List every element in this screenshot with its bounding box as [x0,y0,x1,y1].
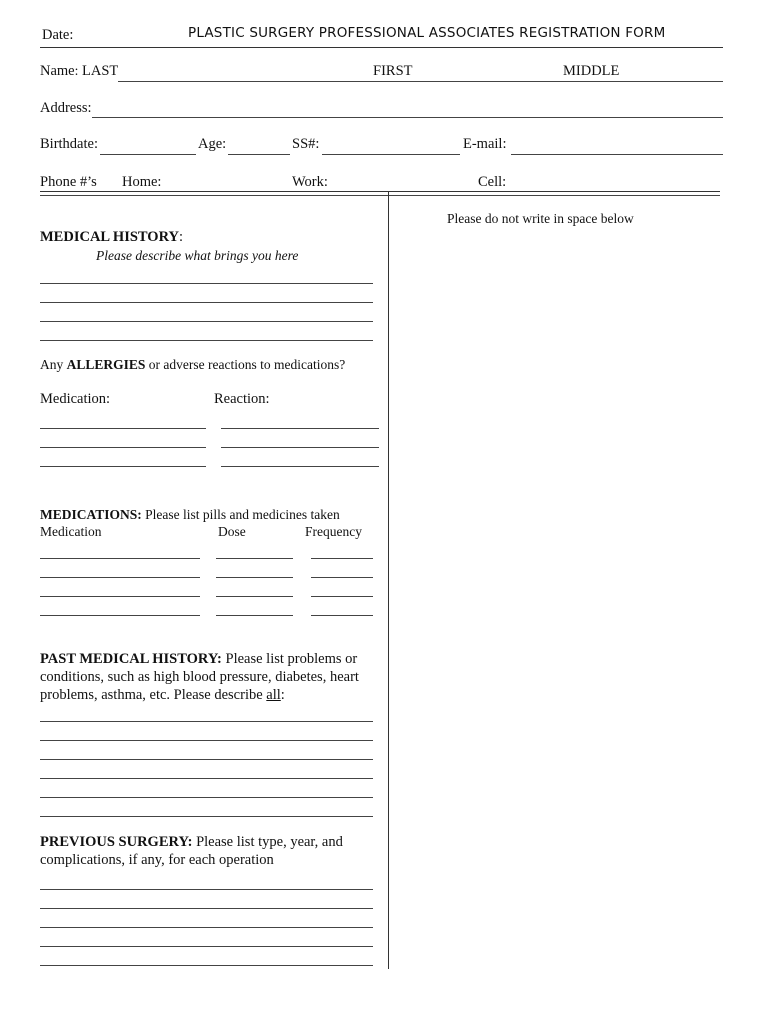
medication-name-line-3[interactable] [40,578,200,597]
previous-surgery-text [40,833,380,869]
medication-frequency-line-2[interactable] [311,559,373,578]
previous-surgery-line-5[interactable] [40,947,373,966]
cell-phone-field[interactable] [510,173,723,191]
email-field[interactable] [511,136,723,155]
medical-history-title: MEDICAL HISTORY [40,229,180,245]
medication-name-line-4[interactable] [40,597,200,616]
name-label [40,63,118,80]
medical-history-colon: : [179,229,184,245]
allergies-keyword: ALLERGIES [66,357,146,372]
allergy-medication-line-1[interactable] [40,410,206,429]
home-phone-label: Home: [122,174,162,190]
past-medical-history-line-2-text: conditions, such as high blood pressure, diabetes, heart [40,669,359,685]
name-label-text: Name [40,63,75,79]
email-label: E-mail: [463,136,507,152]
office-use-area [392,232,720,966]
previous-surgery-line-3[interactable] [40,909,373,928]
past-medical-history-title: PAST MEDICAL HISTORY: [40,651,222,667]
cell-phone-label: Cell: [478,174,507,190]
medical-history-line-2[interactable] [40,284,373,303]
allergy-medication-label: Medication: [40,391,111,407]
allergy-medication-line-3[interactable] [40,448,206,467]
allergy-reaction-line-2[interactable] [221,429,379,448]
previous-surgery-line-4[interactable] [40,928,373,947]
header-rule [40,47,723,48]
medications-title: MEDICATIONS: [40,507,142,522]
age-field[interactable] [228,136,290,155]
past-medical-history-line-3-post: : [280,687,285,703]
last-name-label: LAST [82,63,119,79]
allergies-suffix: or adverse reactions to medications? [145,357,346,372]
work-phone-label: Work: [292,174,328,190]
medication-name-line-2[interactable] [40,559,200,578]
birthdate-label: Birthdate: [40,136,98,152]
medication-frequency-line-4[interactable] [311,597,373,616]
section-divider-top [40,191,720,192]
past-medical-history-line-3-pre: problems, asthma, etc. Please describe [40,687,267,703]
medication-dose-line-3[interactable] [216,578,293,597]
medications-heading [40,507,340,523]
medication-name-line-1[interactable] [40,540,200,559]
allergy-reaction-line-1[interactable] [221,410,379,429]
allergy-reaction-line-3[interactable] [221,448,379,467]
age-label: Age: [198,136,227,152]
section-divider-bottom [40,195,720,196]
form-title: PLASTIC SURGERY PROFESSIONAL ASSOCIATES REGISTRATION FORM [188,25,666,41]
medication-frequency-line-1[interactable] [311,540,373,559]
address-label: Address: [40,100,92,116]
name-field[interactable] [118,63,723,82]
past-medical-history-line-2[interactable] [40,722,373,741]
medical-history-line-3[interactable] [40,303,373,322]
home-phone-field[interactable] [166,173,290,191]
medications-prompt: Please list pills and medicines taken [141,507,340,522]
allergies-question [40,357,345,373]
allergy-reaction-label: Reaction: [214,391,270,407]
medical-history-heading [40,229,183,246]
previous-surgery-line-2-text: complications, if any, for each operation [40,852,274,868]
past-medical-history-emphasis: all [266,687,281,703]
phone-label: Phone #’s [40,174,97,190]
medical-history-prompt: Please describe what brings you here [96,248,299,263]
work-phone-field[interactable] [332,173,476,191]
first-name-label: FIRST [373,63,413,79]
date-label: Date: [42,27,74,43]
previous-surgery-line-1-text: Please list type, year, and [192,834,343,850]
ssn-label: SS#: [292,136,320,152]
previous-surgery-line-2[interactable] [40,890,373,909]
past-medical-history-line-1-text: Please list problems or [221,651,358,667]
medications-col-frequency: Frequency [305,524,362,539]
medical-history-line-4[interactable] [40,322,373,341]
middle-name-label: MIDDLE [563,63,620,79]
medications-col-medication: Medication [40,524,102,539]
previous-surgery-line-1[interactable] [40,871,373,890]
medication-dose-line-2[interactable] [216,559,293,578]
past-medical-history-line-4[interactable] [40,760,373,779]
past-medical-history-line-5[interactable] [40,779,373,798]
name-label-colon: : [74,63,79,78]
birthdate-field[interactable] [100,136,196,155]
medication-frequency-line-3[interactable] [311,578,373,597]
previous-surgery-title: PREVIOUS SURGERY: [40,834,193,850]
past-medical-history-line-1[interactable] [40,703,373,722]
past-medical-history-line-3[interactable] [40,741,373,760]
past-medical-history-text [40,650,380,704]
medications-col-dose: Dose [218,524,246,539]
column-divider [388,192,389,969]
office-use-note: Please do not write in space below [447,211,634,226]
past-medical-history-line-6[interactable] [40,798,373,817]
allergy-medication-line-2[interactable] [40,429,206,448]
medical-history-line-1[interactable] [40,265,373,284]
allergies-prefix: Any [40,357,67,372]
ssn-field[interactable] [322,136,460,155]
address-field[interactable] [92,99,723,118]
medication-dose-line-4[interactable] [216,597,293,616]
medication-dose-line-1[interactable] [216,540,293,559]
